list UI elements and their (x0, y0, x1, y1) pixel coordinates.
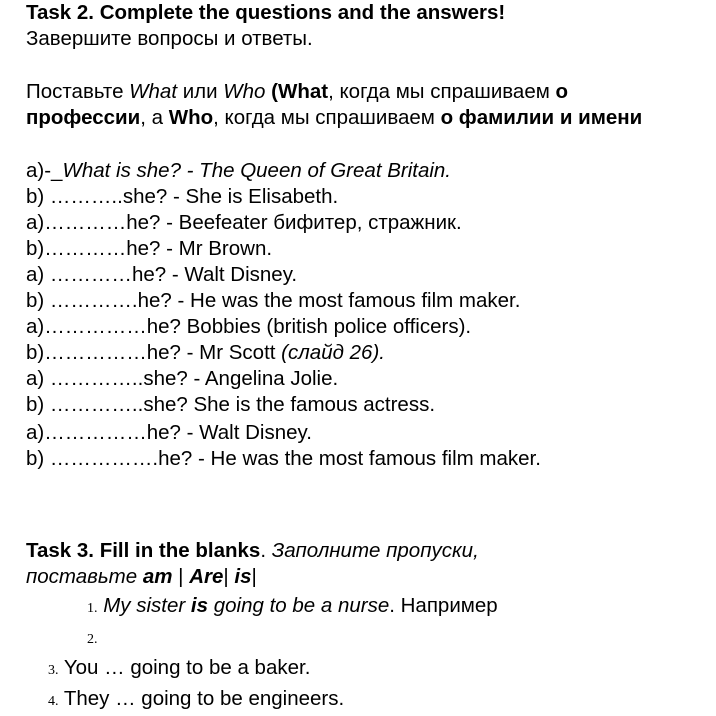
task2-line (26, 236, 696, 262)
line-prefix: a) ………… (26, 263, 132, 286)
line-text: she? She is the famous actress. (143, 393, 436, 416)
instruction-text: , а (140, 106, 169, 129)
line-text: he? Bobbies (british police officers). (146, 315, 472, 338)
item-text: They … going to be engineers. (63, 687, 345, 710)
task2-line (26, 340, 696, 366)
separator: | (223, 565, 235, 588)
line-prefix: b) ……….. (26, 185, 123, 208)
separator: | (172, 565, 190, 588)
task2-title: Task 2. Complete the questions and the answers! (26, 1, 506, 24)
line-prefix: b)………… (26, 237, 127, 260)
task3-subtitle-line (26, 564, 696, 590)
task3-subtitle: Заполните пропуски, (271, 539, 479, 562)
list-number: 2. (87, 632, 98, 647)
option-is: is (234, 565, 252, 588)
list-item (26, 654, 696, 685)
task2-line (26, 392, 696, 418)
item-text: My sister (103, 594, 191, 617)
task3-title-line (26, 538, 696, 564)
instruction-text: , когда мы спрашиваем (328, 80, 556, 103)
line-text: he? - Mr Brown. (126, 237, 273, 260)
line-prefix: b) ……………. (26, 447, 159, 470)
line-prefix: a)…………… (26, 315, 147, 338)
instruction-text: , когда мы спрашиваем (213, 106, 441, 129)
line-prefix: b) …………. (26, 289, 138, 312)
separator: | (251, 565, 257, 588)
task2-line (26, 366, 696, 392)
task2-line (26, 314, 696, 340)
instruction-what: What (129, 80, 178, 103)
line-text: he? - Walt Disney. (131, 263, 298, 286)
task2-instruction (26, 79, 686, 131)
line-prefix: a) ………….. (26, 367, 144, 390)
task2-lines (26, 158, 696, 472)
list-number: 3. (48, 663, 59, 678)
task3-subtitle-text: поставьте (26, 565, 143, 588)
line-prefix: b)…………… (26, 341, 147, 364)
line-prefix: b) ………….. (26, 393, 144, 416)
line-prefix: a)………… (26, 211, 127, 234)
task2-line (26, 262, 696, 288)
instruction-text: или (177, 80, 224, 103)
list-number: 4. (48, 694, 59, 709)
task3-title: Task 3. Fill in the blanks (26, 539, 261, 562)
item-note: . Например (389, 594, 498, 617)
task2-subtitle: Завершите вопросы и ответы. (26, 27, 313, 50)
task2-line (26, 420, 696, 446)
instruction-who-bold: Who (168, 106, 214, 129)
task2-line (26, 184, 696, 210)
line-prefix: a)…………… (26, 421, 147, 444)
line-text: she? - She is Elisabeth. (122, 185, 339, 208)
task3-list (26, 592, 696, 710)
instruction-what-bold: (What (271, 80, 329, 103)
task2-line (26, 210, 696, 236)
item-example-answer: is (190, 594, 209, 617)
task2-line (26, 158, 696, 184)
list-item (26, 592, 696, 623)
option-are: Are (189, 565, 224, 588)
instruction-who: Who (223, 80, 266, 103)
line-text: he? - He was the most famous film maker. (137, 289, 521, 312)
document-page (26, 0, 696, 710)
line-text: he? - Walt Disney. (146, 421, 312, 444)
instruction-surname: о фамилии и имени (440, 106, 643, 129)
task2-line (26, 288, 696, 314)
line-text: he? - Mr Scott (146, 341, 282, 364)
line-prefix: a)-_ (26, 159, 63, 182)
task3-dot: . (260, 539, 272, 562)
line-text: she? - Angelina Jolie. (143, 367, 339, 390)
slide-reference: (слайд 26). (281, 341, 385, 364)
line-text: What is she? - The Queen of Great Britain. (62, 159, 452, 182)
instruction-profession: о профессии (26, 80, 569, 129)
list-item (26, 623, 696, 654)
instruction-text: Поставьте (26, 80, 130, 103)
list-item (26, 685, 696, 710)
option-am: am (142, 565, 173, 588)
line-text: he? - He was the most famous film maker. (158, 447, 541, 470)
line-text: he? - Beefeater бифитер, стражник. (126, 211, 462, 234)
item-text: going to be a nurse (208, 594, 390, 617)
item-text: You … going to be a baker. (63, 656, 311, 679)
task2-line (26, 446, 696, 472)
list-number: 1. (87, 601, 98, 616)
